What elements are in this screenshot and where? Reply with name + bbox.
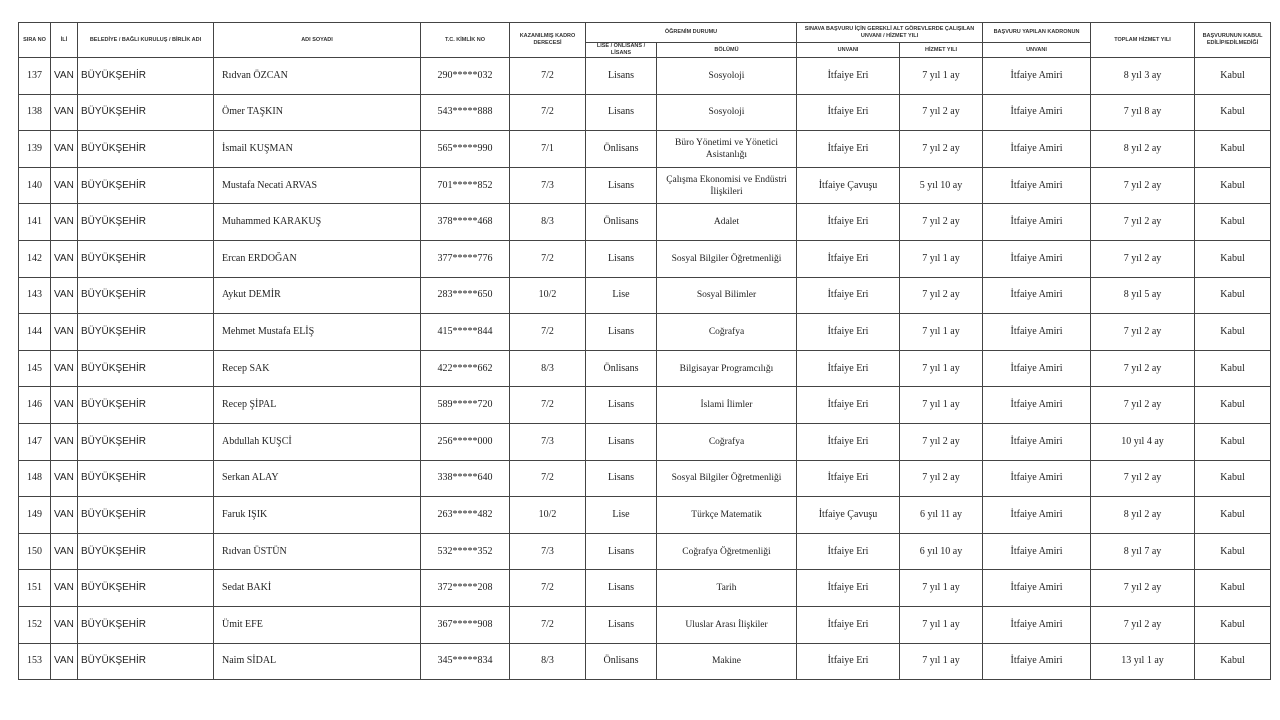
cell-bolum: Bilgisayar Programcılığı	[657, 350, 797, 387]
table-body	[19, 58, 1271, 680]
cell-basvuru-unvani: İtfaiye Amiri	[983, 131, 1091, 168]
cell-alt-unvan: İtfaiye Eri	[797, 387, 900, 424]
cell-belediye: BÜYÜKŞEHİR	[78, 423, 214, 460]
cell-bolum: İslami İlimler	[657, 387, 797, 424]
cell-basvuru-unvani: İtfaiye Amiri	[983, 350, 1091, 387]
cell-sira-no: 147	[19, 423, 51, 460]
header-hizmet-yili: HİZMET YILI	[900, 43, 983, 58]
cell-basvuru-unvani: İtfaiye Amiri	[983, 460, 1091, 497]
cell-alt-unvan: İtfaiye Çavuşu	[797, 167, 900, 204]
cell-il: VAN	[51, 240, 78, 277]
cell-kadro-derecesi: 7/1	[510, 131, 586, 168]
cell-toplam-hizmet: 8 yıl 5 ay	[1091, 277, 1195, 314]
table-row	[19, 497, 1271, 534]
cell-kadro-derecesi: 7/2	[510, 387, 586, 424]
header-adi-soyadi: ADI SOYADI	[214, 23, 421, 58]
header-lise-onlisans-lisans: LİSE / ÖNLİSANS / LİSANS	[586, 43, 657, 58]
cell-kadro-derecesi: 7/2	[510, 58, 586, 95]
cell-kabul: Kabul	[1195, 423, 1271, 460]
cell-belediye: BÜYÜKŞEHİR	[78, 131, 214, 168]
cell-adi-soyadi: Ercan ERDOĞAN	[214, 240, 421, 277]
cell-toplam-hizmet: 8 yıl 3 ay	[1091, 58, 1195, 95]
table-row	[19, 460, 1271, 497]
cell-alt-unvan: İtfaiye Eri	[797, 350, 900, 387]
cell-kadro-derecesi: 7/3	[510, 423, 586, 460]
cell-kabul: Kabul	[1195, 167, 1271, 204]
cell-ogrenim: Önlisans	[586, 131, 657, 168]
table-row	[19, 643, 1271, 680]
cell-alt-unvan: İtfaiye Çavuşu	[797, 497, 900, 534]
cell-adi-soyadi: Naim SİDAL	[214, 643, 421, 680]
cell-hizmet-yili: 7 yıl 1 ay	[900, 570, 983, 607]
cell-bolum: Sosyal Bilgiler Öğretmenliği	[657, 240, 797, 277]
cell-ogrenim: Lisans	[586, 314, 657, 351]
cell-bolum: Adalet	[657, 204, 797, 241]
header-kazanilmis-derece: KAZANILMIŞ KADRO DERECESİ	[510, 23, 586, 58]
cell-basvuru-unvani: İtfaiye Amiri	[983, 533, 1091, 570]
cell-basvuru-unvani: İtfaiye Amiri	[983, 167, 1091, 204]
cell-kabul: Kabul	[1195, 350, 1271, 387]
cell-adi-soyadi: Serkan ALAY	[214, 460, 421, 497]
cell-bolum: Tarih	[657, 570, 797, 607]
cell-kabul: Kabul	[1195, 460, 1271, 497]
cell-belediye: BÜYÜKŞEHİR	[78, 350, 214, 387]
cell-sira-no: 153	[19, 643, 51, 680]
header-belediye: BELEDİYE / BAĞLI KURULUŞ / BİRLİK ADI	[78, 23, 214, 58]
cell-belediye: BÜYÜKŞEHİR	[78, 167, 214, 204]
table-row	[19, 387, 1271, 424]
header-basvuru-kadro: BAŞVURU YAPILAN KADRONUN	[983, 23, 1091, 43]
cell-hizmet-yili: 7 yıl 2 ay	[900, 423, 983, 460]
cell-alt-unvan: İtfaiye Eri	[797, 131, 900, 168]
cell-alt-unvan: İtfaiye Eri	[797, 643, 900, 680]
cell-hizmet-yili: 6 yıl 11 ay	[900, 497, 983, 534]
cell-il: VAN	[51, 204, 78, 241]
cell-il: VAN	[51, 497, 78, 534]
table-row	[19, 314, 1271, 351]
cell-kadro-derecesi: 7/3	[510, 533, 586, 570]
cell-bolum: Sosyal Bilgiler Öğretmenliği	[657, 460, 797, 497]
header-basvuru-unvani: UNVANI	[983, 43, 1091, 58]
cell-sira-no: 146	[19, 387, 51, 424]
cell-basvuru-unvani: İtfaiye Amiri	[983, 94, 1091, 131]
cell-ogrenim: Önlisans	[586, 643, 657, 680]
cell-adi-soyadi: Rıdvan ÜSTÜN	[214, 533, 421, 570]
cell-ogrenim: Lisans	[586, 533, 657, 570]
cell-toplam-hizmet: 10 yıl 4 ay	[1091, 423, 1195, 460]
cell-sira-no: 142	[19, 240, 51, 277]
cell-basvuru-unvani: İtfaiye Amiri	[983, 606, 1091, 643]
cell-ogrenim: Önlisans	[586, 350, 657, 387]
cell-belediye: BÜYÜKŞEHİR	[78, 643, 214, 680]
cell-hizmet-yili: 7 yıl 1 ay	[900, 387, 983, 424]
cell-toplam-hizmet: 7 yıl 2 ay	[1091, 460, 1195, 497]
cell-sira-no: 141	[19, 204, 51, 241]
table-row	[19, 423, 1271, 460]
cell-ogrenim: Lisans	[586, 58, 657, 95]
cell-toplam-hizmet: 7 yıl 2 ay	[1091, 350, 1195, 387]
cell-hizmet-yili: 7 yıl 1 ay	[900, 643, 983, 680]
cell-kabul: Kabul	[1195, 240, 1271, 277]
cell-tc-kimlik: 543*****888	[421, 94, 510, 131]
cell-alt-unvan: İtfaiye Eri	[797, 423, 900, 460]
cell-basvuru-unvani: İtfaiye Amiri	[983, 387, 1091, 424]
cell-toplam-hizmet: 7 yıl 2 ay	[1091, 387, 1195, 424]
cell-ogrenim: Lisans	[586, 460, 657, 497]
cell-belediye: BÜYÜKŞEHİR	[78, 387, 214, 424]
cell-kadro-derecesi: 10/2	[510, 497, 586, 534]
cell-toplam-hizmet: 7 yıl 2 ay	[1091, 606, 1195, 643]
cell-adi-soyadi: Recep SAK	[214, 350, 421, 387]
cell-tc-kimlik: 589*****720	[421, 387, 510, 424]
cell-kadro-derecesi: 7/2	[510, 314, 586, 351]
cell-alt-unvan: İtfaiye Eri	[797, 240, 900, 277]
cell-hizmet-yili: 7 yıl 2 ay	[900, 94, 983, 131]
cell-kadro-derecesi: 7/2	[510, 570, 586, 607]
cell-sira-no: 152	[19, 606, 51, 643]
cell-hizmet-yili: 5 yıl 10 ay	[900, 167, 983, 204]
cell-belediye: BÜYÜKŞEHİR	[78, 460, 214, 497]
cell-ogrenim: Lisans	[586, 570, 657, 607]
cell-kabul: Kabul	[1195, 643, 1271, 680]
cell-sira-no: 148	[19, 460, 51, 497]
cell-ogrenim: Lisans	[586, 240, 657, 277]
table-row	[19, 570, 1271, 607]
cell-tc-kimlik: 345*****834	[421, 643, 510, 680]
cell-basvuru-unvani: İtfaiye Amiri	[983, 204, 1091, 241]
cell-il: VAN	[51, 277, 78, 314]
cell-toplam-hizmet: 8 yıl 2 ay	[1091, 497, 1195, 534]
cell-sira-no: 137	[19, 58, 51, 95]
cell-hizmet-yili: 7 yıl 1 ay	[900, 606, 983, 643]
cell-basvuru-unvani: İtfaiye Amiri	[983, 314, 1091, 351]
cell-belediye: BÜYÜKŞEHİR	[78, 314, 214, 351]
cell-bolum: Makine	[657, 643, 797, 680]
cell-belediye: BÜYÜKŞEHİR	[78, 533, 214, 570]
cell-kadro-derecesi: 7/2	[510, 94, 586, 131]
header-il: İLİ	[51, 23, 78, 58]
cell-il: VAN	[51, 606, 78, 643]
cell-tc-kimlik: 565*****990	[421, 131, 510, 168]
cell-il: VAN	[51, 533, 78, 570]
cell-tc-kimlik: 701*****852	[421, 167, 510, 204]
cell-tc-kimlik: 338*****640	[421, 460, 510, 497]
cell-ogrenim: Lisans	[586, 387, 657, 424]
cell-sira-no: 151	[19, 570, 51, 607]
header-ogrenim-durumu: ÖĞRENİM DURUMU	[586, 23, 797, 43]
cell-tc-kimlik: 263*****482	[421, 497, 510, 534]
cell-toplam-hizmet: 7 yıl 8 ay	[1091, 94, 1195, 131]
cell-hizmet-yili: 7 yıl 2 ay	[900, 131, 983, 168]
cell-sira-no: 140	[19, 167, 51, 204]
cell-kadro-derecesi: 7/2	[510, 460, 586, 497]
cell-kadro-derecesi: 7/2	[510, 240, 586, 277]
cell-kabul: Kabul	[1195, 497, 1271, 534]
cell-kadro-derecesi: 8/3	[510, 643, 586, 680]
cell-alt-unvan: İtfaiye Eri	[797, 606, 900, 643]
cell-kabul: Kabul	[1195, 387, 1271, 424]
cell-hizmet-yili: 7 yıl 2 ay	[900, 204, 983, 241]
cell-tc-kimlik: 367*****908	[421, 606, 510, 643]
cell-alt-unvan: İtfaiye Eri	[797, 94, 900, 131]
cell-toplam-hizmet: 13 yıl 1 ay	[1091, 643, 1195, 680]
cell-kadro-derecesi: 8/3	[510, 350, 586, 387]
cell-hizmet-yili: 7 yıl 2 ay	[900, 277, 983, 314]
cell-il: VAN	[51, 460, 78, 497]
cell-hizmet-yili: 7 yıl 1 ay	[900, 240, 983, 277]
cell-adi-soyadi: Mehmet Mustafa ELİŞ	[214, 314, 421, 351]
cell-toplam-hizmet: 8 yıl 7 ay	[1091, 533, 1195, 570]
header-kabul: BAŞVURUNUN KABUL EDİLİP/EDİLMEDİĞİ	[1195, 23, 1271, 58]
cell-belediye: BÜYÜKŞEHİR	[78, 204, 214, 241]
cell-sira-no: 145	[19, 350, 51, 387]
cell-tc-kimlik: 290*****032	[421, 58, 510, 95]
cell-tc-kimlik: 256*****000	[421, 423, 510, 460]
header-toplam-hizmet: TOPLAM HİZMET YILI	[1091, 23, 1195, 58]
cell-toplam-hizmet: 7 yıl 2 ay	[1091, 204, 1195, 241]
cell-toplam-hizmet: 7 yıl 2 ay	[1091, 314, 1195, 351]
cell-toplam-hizmet: 7 yıl 2 ay	[1091, 570, 1195, 607]
cell-sira-no: 144	[19, 314, 51, 351]
cell-tc-kimlik: 415*****844	[421, 314, 510, 351]
cell-bolum: Sosyal Bilimler	[657, 277, 797, 314]
cell-bolum: Coğrafya	[657, 314, 797, 351]
cell-bolum: Coğrafya	[657, 423, 797, 460]
cell-ogrenim: Lisans	[586, 606, 657, 643]
cell-tc-kimlik: 377*****776	[421, 240, 510, 277]
cell-il: VAN	[51, 387, 78, 424]
cell-alt-unvan: İtfaiye Eri	[797, 533, 900, 570]
cell-belediye: BÜYÜKŞEHİR	[78, 497, 214, 534]
cell-kadro-derecesi: 7/3	[510, 167, 586, 204]
cell-bolum: Büro Yönetimi ve Yönetici Asistanlığı	[657, 131, 797, 168]
cell-alt-unvan: İtfaiye Eri	[797, 460, 900, 497]
cell-belediye: BÜYÜKŞEHİR	[78, 277, 214, 314]
cell-bolum: Coğrafya Öğretmenliği	[657, 533, 797, 570]
cell-tc-kimlik: 378*****468	[421, 204, 510, 241]
cell-adi-soyadi: Aykut DEMİR	[214, 277, 421, 314]
cell-il: VAN	[51, 423, 78, 460]
cell-hizmet-yili: 7 yıl 2 ay	[900, 460, 983, 497]
table-row	[19, 58, 1271, 95]
cell-sira-no: 143	[19, 277, 51, 314]
cell-basvuru-unvani: İtfaiye Amiri	[983, 240, 1091, 277]
table-row	[19, 167, 1271, 204]
cell-il: VAN	[51, 131, 78, 168]
cell-basvuru-unvani: İtfaiye Amiri	[983, 570, 1091, 607]
cell-basvuru-unvani: İtfaiye Amiri	[983, 277, 1091, 314]
cell-ogrenim: Lise	[586, 277, 657, 314]
cell-kabul: Kabul	[1195, 58, 1271, 95]
cell-belediye: BÜYÜKŞEHİR	[78, 606, 214, 643]
cell-adi-soyadi: Sedat BAKİ	[214, 570, 421, 607]
cell-kabul: Kabul	[1195, 204, 1271, 241]
cell-toplam-hizmet: 7 yıl 2 ay	[1091, 167, 1195, 204]
table-row	[19, 533, 1271, 570]
table-row	[19, 204, 1271, 241]
cell-adi-soyadi: Ömer TAŞKIN	[214, 94, 421, 131]
cell-basvuru-unvani: İtfaiye Amiri	[983, 423, 1091, 460]
table-row	[19, 606, 1271, 643]
header-tc-kimlik: T.C. KİMLİK NO	[421, 23, 510, 58]
cell-tc-kimlik: 283*****650	[421, 277, 510, 314]
table-row	[19, 350, 1271, 387]
document-sheet	[18, 22, 1270, 680]
cell-ogrenim: Önlisans	[586, 204, 657, 241]
cell-adi-soyadi: Recep ŞİPAL	[214, 387, 421, 424]
cell-bolum: Sosyoloji	[657, 94, 797, 131]
cell-kabul: Kabul	[1195, 94, 1271, 131]
cell-il: VAN	[51, 643, 78, 680]
cell-kabul: Kabul	[1195, 131, 1271, 168]
cell-bolum: Türkçe Matematik	[657, 497, 797, 534]
header-bolumu: BÖLÜMÜ	[657, 43, 797, 58]
cell-bolum: Çalışma Ekonomisi ve Endüstri İlişkileri	[657, 167, 797, 204]
cell-tc-kimlik: 372*****208	[421, 570, 510, 607]
cell-adi-soyadi: İsmail KUŞMAN	[214, 131, 421, 168]
applicants-table	[18, 22, 1271, 680]
cell-adi-soyadi: Rıdvan ÖZCAN	[214, 58, 421, 95]
cell-kabul: Kabul	[1195, 606, 1271, 643]
header-sira-no: SIRA NO	[19, 23, 51, 58]
cell-bolum: Sosyoloji	[657, 58, 797, 95]
cell-ogrenim: Lisans	[586, 167, 657, 204]
cell-hizmet-yili: 7 yıl 1 ay	[900, 350, 983, 387]
cell-il: VAN	[51, 350, 78, 387]
cell-sira-no: 150	[19, 533, 51, 570]
cell-belediye: BÜYÜKŞEHİR	[78, 58, 214, 95]
cell-belediye: BÜYÜKŞEHİR	[78, 240, 214, 277]
cell-ogrenim: Lisans	[586, 94, 657, 131]
cell-sira-no: 139	[19, 131, 51, 168]
cell-adi-soyadi: Ümit EFE	[214, 606, 421, 643]
header-row	[19, 23, 1271, 43]
table-row	[19, 131, 1271, 168]
cell-kadro-derecesi: 8/3	[510, 204, 586, 241]
cell-alt-unvan: İtfaiye Eri	[797, 58, 900, 95]
cell-kabul: Kabul	[1195, 314, 1271, 351]
cell-il: VAN	[51, 94, 78, 131]
cell-tc-kimlik: 422*****662	[421, 350, 510, 387]
cell-alt-unvan: İtfaiye Eri	[797, 277, 900, 314]
cell-hizmet-yili: 7 yıl 1 ay	[900, 314, 983, 351]
cell-belediye: BÜYÜKŞEHİR	[78, 570, 214, 607]
cell-toplam-hizmet: 8 yıl 2 ay	[1091, 131, 1195, 168]
cell-il: VAN	[51, 167, 78, 204]
table-row	[19, 94, 1271, 131]
cell-sira-no: 149	[19, 497, 51, 534]
cell-belediye: BÜYÜKŞEHİR	[78, 94, 214, 131]
cell-kabul: Kabul	[1195, 570, 1271, 607]
cell-ogrenim: Lisans	[586, 423, 657, 460]
cell-adi-soyadi: Muhammed KARAKUŞ	[214, 204, 421, 241]
cell-kabul: Kabul	[1195, 533, 1271, 570]
cell-il: VAN	[51, 570, 78, 607]
cell-toplam-hizmet: 7 yıl 2 ay	[1091, 240, 1195, 277]
cell-kabul: Kabul	[1195, 277, 1271, 314]
table-row	[19, 277, 1271, 314]
cell-adi-soyadi: Faruk IŞIK	[214, 497, 421, 534]
cell-basvuru-unvani: İtfaiye Amiri	[983, 643, 1091, 680]
cell-il: VAN	[51, 314, 78, 351]
header-sinav-basvuru: SINAVA BAŞVURU İÇİN GEREKLİ ALT GÖREVLERDE ÇALIŞILAN UNVANI / HİZMET YILI	[797, 23, 983, 43]
header-unvani: UNVANI	[797, 43, 900, 58]
cell-alt-unvan: İtfaiye Eri	[797, 570, 900, 607]
cell-tc-kimlik: 532*****352	[421, 533, 510, 570]
cell-bolum: Uluslar Arası İlişkiler	[657, 606, 797, 643]
cell-alt-unvan: İtfaiye Eri	[797, 314, 900, 351]
cell-kadro-derecesi: 10/2	[510, 277, 586, 314]
cell-kadro-derecesi: 7/2	[510, 606, 586, 643]
cell-hizmet-yili: 7 yıl 1 ay	[900, 58, 983, 95]
cell-basvuru-unvani: İtfaiye Amiri	[983, 58, 1091, 95]
cell-sira-no: 138	[19, 94, 51, 131]
table-row	[19, 240, 1271, 277]
cell-basvuru-unvani: İtfaiye Amiri	[983, 497, 1091, 534]
cell-ogrenim: Lise	[586, 497, 657, 534]
cell-il: VAN	[51, 58, 78, 95]
cell-hizmet-yili: 6 yıl 10 ay	[900, 533, 983, 570]
cell-adi-soyadi: Abdullah KUŞCİ	[214, 423, 421, 460]
cell-adi-soyadi: Mustafa Necati ARVAS	[214, 167, 421, 204]
cell-alt-unvan: İtfaiye Eri	[797, 204, 900, 241]
